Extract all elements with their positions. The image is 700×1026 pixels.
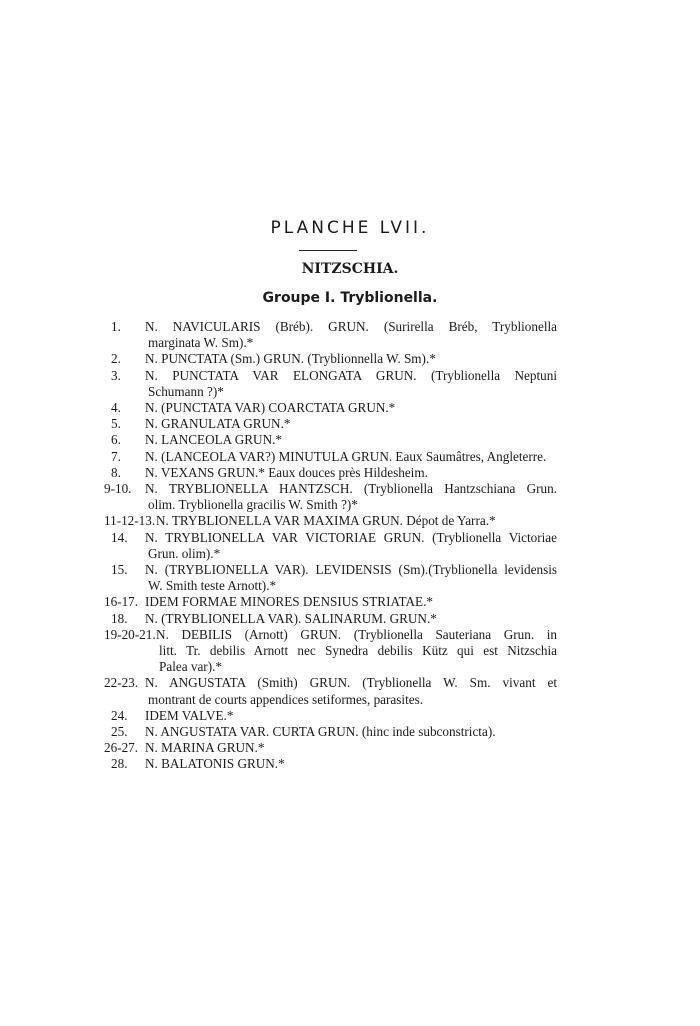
entry-line: litt. Tr. debilis Arnott nec Synedra debilis Kütz qui est Nitzschia	[159, 643, 557, 659]
entry-line: N. TRYBLIONELLA VAR VICTORIAE GRUN. (Tryblionella Victoriae	[145, 529, 557, 545]
entry-number: 18.	[111, 610, 128, 626]
entry-line: marginata W. Sm).*	[148, 335, 254, 351]
entry-text	[145, 562, 557, 594]
list-item	[0, 756, 700, 772]
entry-number: 14.	[111, 529, 128, 545]
entry-number: 8.	[111, 464, 121, 480]
entry-text	[145, 432, 557, 448]
entry-line: Palea var).*	[159, 659, 222, 675]
list-item	[0, 740, 700, 756]
list-item	[0, 400, 700, 416]
entry-number: 11-12-13.	[104, 513, 156, 529]
entry-text	[145, 449, 557, 465]
entry-text	[145, 530, 557, 562]
list-item	[0, 611, 700, 627]
list-item	[0, 562, 700, 594]
entry-text	[145, 594, 557, 610]
entry-line: N. VEXANS GRUN.* Eaux douces près Hildesheim.	[145, 464, 428, 480]
entry-line: N. MARINA GRUN.*	[145, 740, 265, 756]
entry-text	[145, 740, 557, 756]
entry-text	[145, 756, 557, 772]
list-item	[0, 481, 700, 513]
entry-number: 7.	[111, 448, 121, 464]
entry-text	[145, 708, 557, 724]
entry-line: N. ANGUSTATA (Smith) GRUN. (Tryblionella W. Sm. vivant et	[145, 675, 557, 691]
entry-text	[145, 416, 557, 432]
list-item	[0, 319, 700, 351]
entry-line: IDEM FORMAE MINORES DENSIUS STRIATAE.*	[145, 594, 433, 610]
entry-line: N. (TRYBLIONELLA VAR). LEVIDENSIS (Sm).(Tryblionella levidensis	[145, 562, 557, 578]
entry-line: W. Smith teste Arnott).*	[148, 578, 277, 594]
entry-line: Schumann ?)*	[148, 383, 224, 399]
list-item	[0, 530, 700, 562]
list-item	[0, 708, 700, 724]
list-item	[0, 368, 700, 400]
entry-line: N. DEBILIS (Arnott) GRUN. (Tryblionella Sauteriana Grun. in	[156, 626, 557, 642]
entry-text	[156, 513, 557, 529]
entry-text	[145, 368, 557, 400]
list-item	[0, 351, 700, 367]
list-item	[0, 675, 700, 707]
list-item	[0, 416, 700, 432]
entry-number: 4.	[111, 400, 121, 416]
entry-text	[145, 724, 557, 740]
entry-number: 25.	[111, 724, 128, 740]
entry-number: 16-17.	[104, 594, 139, 610]
entry-text	[156, 627, 557, 676]
entry-line: N. BALATONIS GRUN.*	[145, 756, 285, 772]
entry-line: N. (LANCEOLA VAR?) MINUTULA GRUN. Eaux Saumâtres, Angleterre.	[145, 448, 547, 464]
list-item	[0, 465, 700, 481]
genus-heading: NITZSCHIA.	[301, 261, 399, 277]
entry-line: montrant de courts appendices setiformes, parasites.	[148, 691, 424, 707]
entry-number: 19-20-21.	[104, 626, 156, 642]
entry-text	[145, 481, 557, 513]
entry-line: N. (TRYBLIONELLA VAR). SALINARUM. GRUN.*	[145, 610, 437, 626]
title-divider	[299, 250, 357, 251]
entry-line: N. NAVICULARIS (Bréb). GRUN. (Surirella Bréb, Tryblionella	[145, 319, 557, 334]
list-item	[0, 449, 700, 465]
plate-title: PLANCHE LVII.	[270, 218, 430, 238]
entry-number: 22-23.	[104, 675, 139, 691]
list-item	[0, 594, 700, 610]
entry-line: Grun. olim).*	[148, 545, 221, 561]
entry-line: N. TRYBLIONELLA VAR MAXIMA GRUN. Dépot de Yarra.*	[156, 513, 496, 529]
list-item	[0, 432, 700, 448]
entry-text	[145, 675, 557, 707]
entry-text	[145, 351, 557, 367]
entry-number: 5.	[111, 416, 121, 432]
entry-number: 24.	[111, 707, 128, 723]
entry-line: N. (PUNCTATA VAR) COARCTATA GRUN.*	[145, 400, 396, 416]
entry-number: 9-10.	[104, 481, 132, 497]
entry-text	[145, 319, 557, 351]
entry-number: 2.	[111, 351, 121, 367]
entry-line: N. PUNCTATA VAR ELONGATA GRUN. (Tryblionella Neptuni	[145, 367, 557, 383]
entry-line: N. ANGUSTATA VAR. CURTA GRUN. (hinc inde subconstricta).	[145, 724, 496, 740]
entry-line: N. PUNCTATA (Sm.) GRUN. (Tryblionnella W. Sm).*	[145, 351, 436, 367]
list-item	[0, 513, 700, 529]
group-heading: Groupe I. Tryblionella.	[262, 290, 438, 306]
entry-number: 28.	[111, 756, 128, 772]
entry-number: 6.	[111, 432, 121, 448]
entry-text	[145, 611, 557, 627]
entry-number: 26-27.	[104, 740, 139, 756]
entry-number: 3.	[111, 367, 121, 383]
species-list	[0, 319, 700, 773]
entry-number: 1.	[111, 319, 121, 334]
entry-line: IDEM VALVE.*	[145, 707, 234, 723]
entry-text	[145, 400, 557, 416]
entry-line: olim. Tryblionella gracilis W. Smith ?)*	[148, 497, 358, 513]
entry-line: N. GRANULATA GRUN.*	[145, 416, 291, 432]
entry-number: 15.	[111, 562, 128, 578]
list-item	[0, 627, 700, 676]
list-item	[0, 724, 700, 740]
entry-line: N. TRYBLIONELLA HANTZSCH. (Tryblionella Hantzschiana Grun.	[145, 481, 557, 497]
entry-text	[145, 465, 557, 481]
entry-line: N. LANCEOLA GRUN.*	[145, 432, 282, 448]
